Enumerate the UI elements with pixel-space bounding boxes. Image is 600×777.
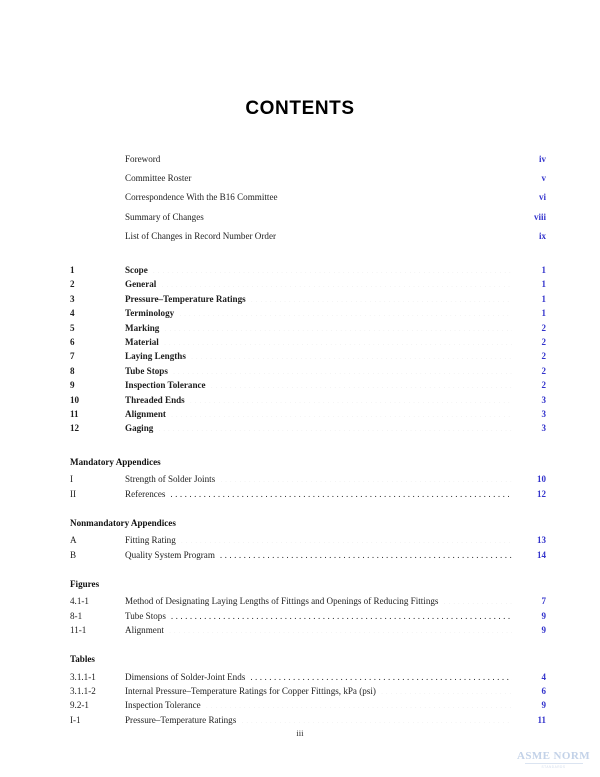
- toc-entry-page[interactable]: 6: [541, 685, 546, 696]
- toc-entry-title: Alignment: [125, 409, 166, 420]
- toc-entry-number: 2: [70, 279, 75, 290]
- group-heading-mandatory-appendices: Mandatory Appendices: [70, 456, 161, 467]
- leader-dots: [158, 422, 512, 431]
- toc-entry[interactable]: [70, 609, 546, 623]
- toc-entry-page[interactable]: 11: [537, 714, 546, 725]
- leader-dots: [250, 670, 512, 679]
- leader-dots: [191, 350, 512, 359]
- toc-entry-page[interactable]: iv: [538, 154, 546, 164]
- front-matter-group: [70, 150, 546, 246]
- toc-entry[interactable]: [70, 188, 546, 207]
- toc-entry[interactable]: [70, 594, 546, 608]
- toc-entry-page[interactable]: 1: [541, 293, 546, 304]
- toc-entry-title: General: [125, 279, 157, 290]
- toc-entry-number: II: [70, 488, 77, 499]
- leader-dots: [196, 172, 512, 181]
- toc-entry-title: Strength of Solder Joints: [125, 474, 216, 485]
- group-heading-nonmandatory-appendices: Nonmandatory Appendices: [70, 517, 176, 528]
- toc-entry[interactable]: [70, 378, 546, 392]
- page-folio: iii: [296, 728, 304, 738]
- toc-entry-page[interactable]: 2: [541, 322, 546, 333]
- toc-entry-number: I-1: [70, 714, 81, 725]
- toc-entry[interactable]: [70, 277, 546, 291]
- toc-entry-number: 3.1.1-2: [70, 685, 96, 696]
- toc-entry[interactable]: [70, 713, 546, 727]
- toc-entry-page[interactable]: 3: [541, 423, 546, 434]
- toc-entry[interactable]: [70, 533, 546, 547]
- toc-entry-title: Tube Stops: [125, 365, 168, 376]
- toc-entry-number: B: [70, 549, 77, 560]
- figures-group: [70, 594, 546, 637]
- leader-dots: [381, 685, 512, 694]
- leader-dots: [165, 153, 512, 162]
- toc-entry-page[interactable]: 9: [541, 624, 546, 635]
- toc-entry-title: Internal Pressure–Temperature Ratings for Copper Fittings, kPa (psi): [125, 685, 376, 696]
- toc-entry-title: Method of Designating Laying Lengths of Fittings and Openings of Reducing Fittings: [125, 596, 439, 607]
- tables-group: [70, 670, 546, 728]
- toc-entry-title: List of Changes in Record Number Order: [125, 230, 277, 241]
- toc-entry[interactable]: [70, 407, 546, 421]
- toc-entry-title: Pressure–Temperature Ratings: [125, 293, 246, 304]
- toc-entry-page[interactable]: 10: [537, 474, 546, 485]
- toc-entry[interactable]: [70, 208, 546, 227]
- leader-dots: [161, 278, 512, 287]
- table-of-contents: [70, 150, 546, 727]
- toc-entry-title: Laying Lengths: [125, 351, 186, 362]
- toc-entry-number: 9.2-1: [70, 700, 89, 711]
- toc-entry[interactable]: [70, 698, 546, 712]
- toc-entry-page[interactable]: 3: [541, 409, 546, 420]
- toc-entry-title: Fitting Rating: [125, 535, 176, 546]
- toc-entry-page[interactable]: 2: [541, 365, 546, 376]
- toc-entry-number: 3: [70, 293, 75, 304]
- leader-dots: [241, 714, 512, 723]
- leader-dots: [283, 191, 512, 200]
- toc-entry-title: Terminology: [125, 308, 175, 319]
- toc-entry-title: Tube Stops: [125, 610, 166, 621]
- toc-entry[interactable]: [70, 472, 546, 486]
- toc-entry[interactable]: [70, 393, 546, 407]
- toc-entry-number: 11-1: [70, 624, 87, 635]
- page-title: CONTENTS: [245, 98, 355, 119]
- asme-norm-logo: [517, 751, 590, 770]
- group-heading-figures: Figures: [70, 578, 100, 589]
- group-spacer: [70, 562, 546, 575]
- toc-entry-page[interactable]: 2: [541, 351, 546, 362]
- leader-dots: [169, 624, 512, 633]
- group-spacer: [70, 637, 546, 650]
- toc-entry-page[interactable]: 4: [541, 671, 546, 682]
- toc-entry-title: Quality System Program: [125, 549, 215, 560]
- toc-entry-page[interactable]: v: [541, 173, 546, 184]
- toc-entry-page[interactable]: 1: [541, 265, 546, 276]
- toc-entry-number: I: [70, 474, 74, 485]
- toc-entry-title: Marking: [125, 322, 160, 333]
- toc-entry-title: Foreword: [125, 154, 161, 164]
- toc-entry-title: Pressure–Temperature Ratings: [125, 714, 237, 725]
- toc-entry-number: 8-1: [70, 610, 83, 621]
- leader-dots: [190, 394, 512, 403]
- toc-entry-page[interactable]: 2: [541, 337, 546, 348]
- toc-entry-title: Inspection Tolerance: [125, 380, 206, 391]
- toc-entry-page[interactable]: 1: [541, 308, 546, 319]
- toc-entry-page[interactable]: 9: [541, 610, 546, 621]
- toc-entry[interactable]: [70, 306, 546, 320]
- toc-entry-page[interactable]: 12: [537, 488, 546, 499]
- nonmandatory-appendices-group: [70, 533, 546, 562]
- toc-entry-number: 1: [70, 265, 75, 276]
- toc-entry[interactable]: [70, 670, 546, 684]
- mandatory-appendices-group: [70, 472, 546, 501]
- leader-dots: [153, 264, 512, 273]
- toc-entry-page[interactable]: vi: [538, 192, 546, 203]
- toc-entry-title: Correspondence With the B16 Committee: [125, 192, 278, 203]
- sections-group: [70, 263, 546, 436]
- toc-entry[interactable]: [70, 169, 546, 188]
- toc-entry[interactable]: [70, 263, 546, 277]
- toc-entry-title: Inspection Tolerance: [125, 700, 201, 711]
- group-spacer: [70, 436, 546, 453]
- toc-entry-number: A: [70, 535, 77, 546]
- leader-dots: [251, 293, 512, 302]
- toc-entry-title: Alignment: [125, 624, 164, 635]
- toc-entry-page[interactable]: viii: [533, 211, 546, 222]
- toc-entry[interactable]: [70, 349, 546, 363]
- leader-dots: [220, 548, 512, 557]
- toc-entry-title: Material: [125, 337, 159, 348]
- leader-dots: [171, 609, 512, 618]
- toc-entry-page[interactable]: 9: [541, 700, 546, 711]
- group-spacer: [70, 501, 546, 514]
- toc-entry-page[interactable]: 3: [541, 394, 546, 405]
- leader-dots: [220, 473, 512, 482]
- leader-dots: [173, 365, 512, 374]
- toc-entry-page[interactable]: 13: [537, 535, 546, 546]
- toc-entry-title: Scope: [125, 265, 148, 276]
- toc-entry-title: Summary of Changes: [125, 211, 204, 222]
- leader-dots: [443, 595, 512, 604]
- toc-entry[interactable]: [70, 684, 546, 698]
- toc-entry-page[interactable]: 2: [541, 380, 546, 391]
- leader-dots: [281, 230, 512, 239]
- toc-entry-title: Threaded Ends: [125, 394, 185, 405]
- toc-entry-number: 4.1-1: [70, 596, 89, 607]
- leader-dots: [164, 322, 512, 331]
- logo-wordmark: ASME NORM: [517, 750, 590, 762]
- leader-dots: [171, 408, 512, 417]
- toc-entry-page[interactable]: 1: [541, 279, 546, 290]
- toc-entry[interactable]: [70, 335, 546, 349]
- leader-dots: [206, 699, 512, 708]
- toc-entry-page[interactable]: 7: [541, 596, 546, 607]
- toc-entry-number: 8: [70, 365, 75, 376]
- toc-entry-page[interactable]: 14: [537, 549, 546, 560]
- toc-entry-number: 7: [70, 351, 75, 362]
- leader-dots: [179, 307, 512, 316]
- logo-subtitle: STANDARDS: [541, 765, 566, 769]
- group-spacer: [70, 246, 546, 263]
- toc-entry-title: Committee Roster: [125, 173, 192, 184]
- toc-entry[interactable]: [70, 227, 546, 246]
- toc-entry-number: 4: [70, 308, 75, 319]
- toc-entry-number: 6: [70, 337, 75, 348]
- logo-divider: [525, 763, 583, 764]
- leader-dots: [209, 211, 512, 220]
- toc-entry-number: 9: [70, 380, 75, 391]
- toc-entry-title: Dimensions of Solder-Joint Ends: [125, 671, 246, 682]
- leader-dots: [170, 487, 512, 496]
- toc-entry[interactable]: [70, 421, 546, 435]
- leader-dots: [164, 336, 512, 345]
- toc-entry[interactable]: [70, 548, 546, 562]
- toc-entry-page[interactable]: ix: [538, 230, 546, 241]
- toc-entry-number: 12: [70, 423, 80, 434]
- toc-entry[interactable]: [70, 623, 546, 637]
- toc-entry-number: 10: [70, 394, 80, 405]
- toc-entry[interactable]: [70, 321, 546, 335]
- toc-entry-title: Gaging: [125, 423, 154, 434]
- toc-entry-number: 3.1.1-1: [70, 671, 96, 682]
- toc-entry[interactable]: [70, 364, 546, 378]
- toc-entry-number: 5: [70, 322, 75, 333]
- toc-entry[interactable]: [70, 487, 546, 501]
- toc-entry-title: References: [125, 488, 166, 499]
- toc-entry[interactable]: [70, 292, 546, 306]
- toc-entry[interactable]: [70, 150, 546, 169]
- leader-dots: [181, 534, 512, 543]
- group-heading-tables: Tables: [70, 654, 95, 665]
- toc-entry-number: 11: [70, 409, 79, 420]
- leader-dots: [211, 379, 512, 388]
